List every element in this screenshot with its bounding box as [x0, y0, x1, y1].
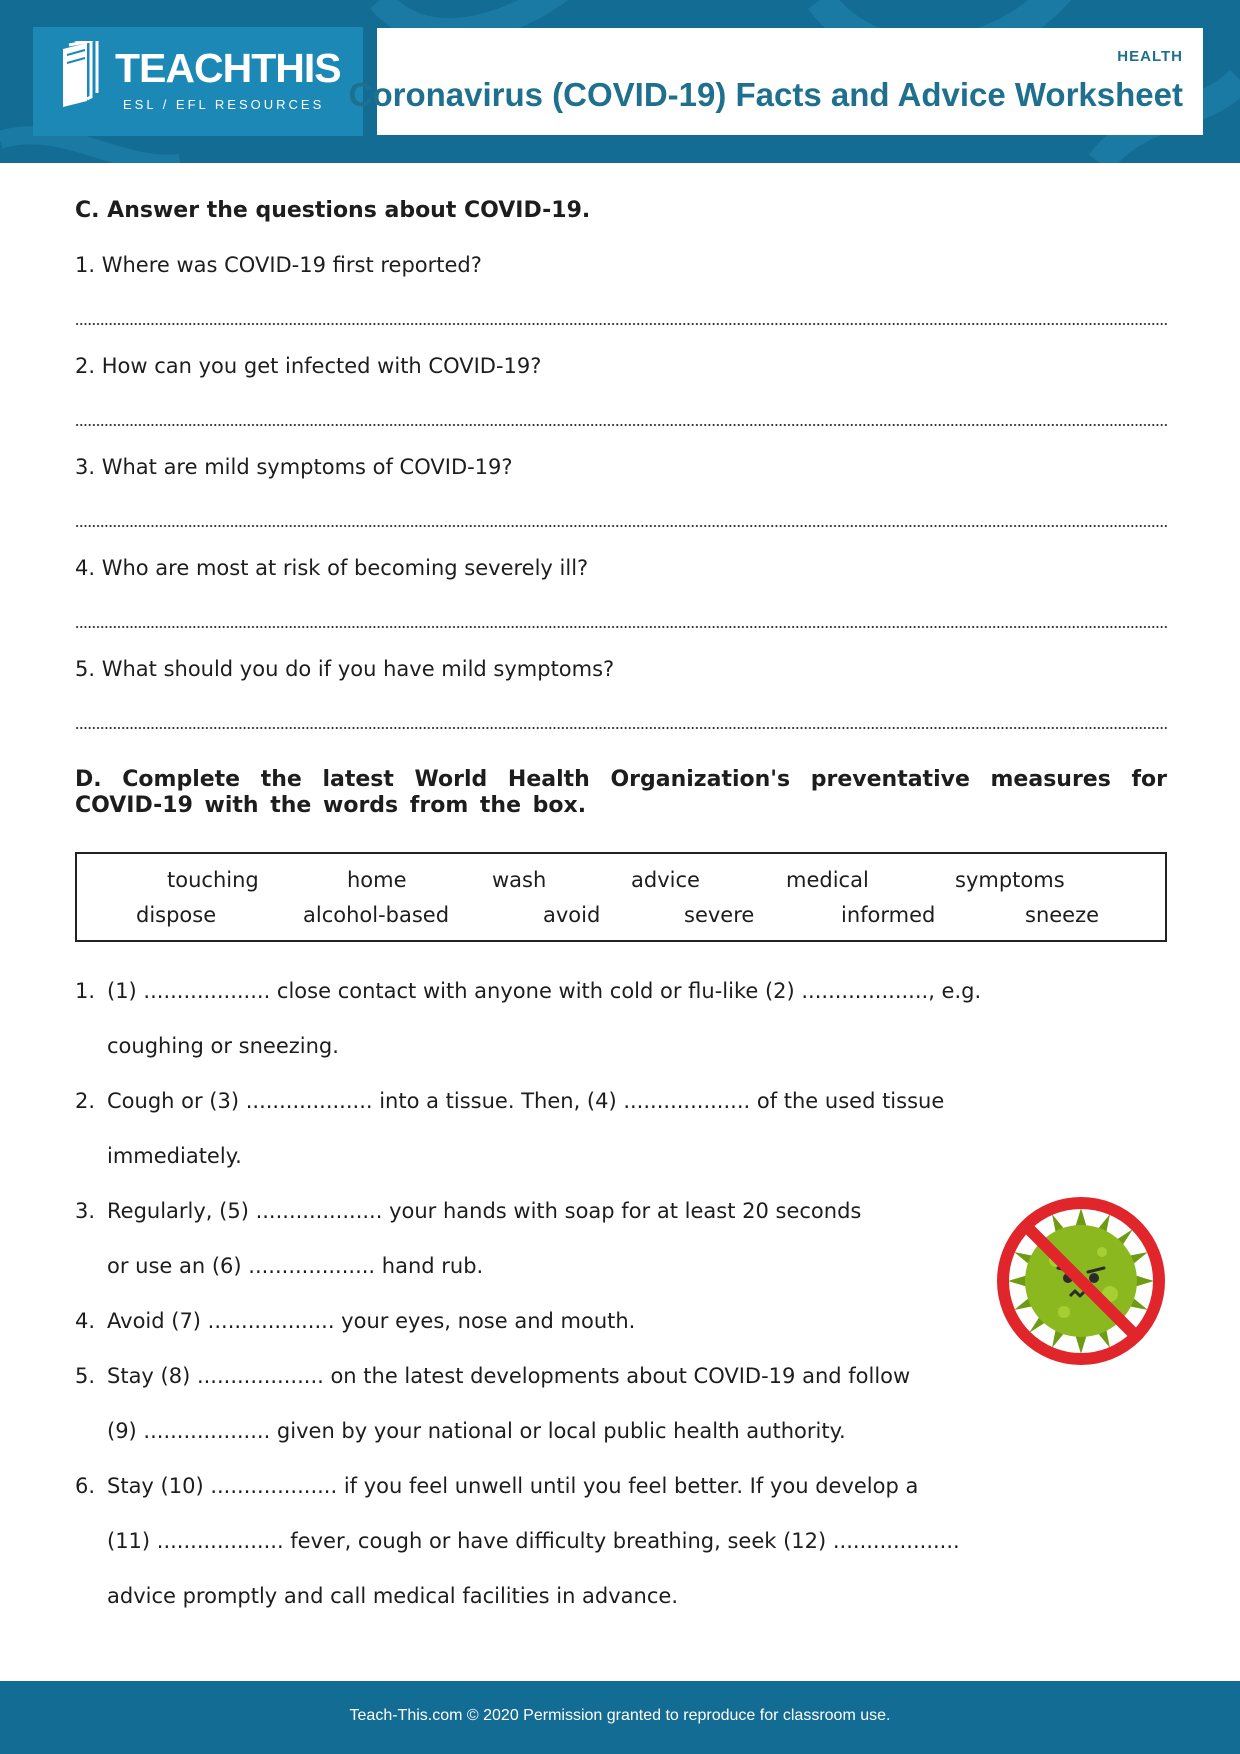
word-box-word: sneeze	[1025, 903, 1100, 927]
word-box-word: advice	[631, 868, 700, 892]
item-number: 1.	[75, 979, 96, 1003]
item-line[interactable]: (1) ................... close contact with anyone with cold or flu-like (2) ..................., e.g.	[107, 979, 982, 1003]
word-box-word: dispose	[136, 903, 217, 927]
word-box-word: informed	[841, 903, 936, 927]
word-box-row-1	[167, 867, 1065, 893]
item-line[interactable]: Cough or (3) ................... into a tissue. Then, (4) ................... of the used tissue	[107, 1089, 945, 1113]
logo-subtitle: ESL / EFL RESOURCES	[123, 97, 325, 112]
item-line[interactable]: (11) ................... fever, cough or have difficulty breathing, seek (12) ...................	[107, 1529, 960, 1553]
word-box-word: medical	[786, 868, 869, 892]
worksheet-category: HEALTH	[1117, 48, 1183, 65]
footer-copyright: Teach-This.com © 2020 Permission granted to reproduce for classroom use.	[349, 1707, 891, 1724]
question-3: 3. What are mild symptoms of COVID-19?	[75, 455, 513, 479]
teachthis-logo[interactable]	[33, 27, 363, 136]
word-box-word: severe	[684, 903, 755, 927]
item-line: coughing or sneezing.	[107, 1034, 339, 1058]
item-line[interactable]: or use an (6) ................... hand rub.	[107, 1254, 484, 1278]
word-box-word: home	[347, 868, 407, 892]
fill-item-6	[75, 1459, 1167, 1624]
word-box-word: symptoms	[955, 868, 1065, 892]
book-icon	[57, 41, 117, 111]
item-line[interactable]: (9) ................... given by your national or local public health authority.	[107, 1419, 846, 1443]
worksheet-content	[75, 198, 1167, 1624]
word-box-word: avoid	[543, 903, 601, 927]
word-box-word: wash	[492, 868, 547, 892]
logo-name: TEACHTHIS	[115, 45, 341, 91]
question-1: 1. Where was COVID-19 first reported?	[75, 253, 482, 277]
question-5: 5. What should you do if you have mild symptoms?	[75, 657, 615, 681]
answer-line-2[interactable]	[75, 424, 1167, 426]
item-number: 5.	[75, 1364, 96, 1388]
answer-line-1[interactable]	[75, 323, 1167, 325]
item-line: immediately.	[107, 1144, 242, 1168]
section-c-heading: C. Answer the questions about COVID-19.	[75, 198, 591, 223]
word-box	[75, 852, 1167, 942]
word-box-row-2	[136, 902, 1099, 928]
item-number: 2.	[75, 1089, 96, 1113]
fill-item-2	[75, 1074, 1167, 1184]
word-box-word: alcohol-based	[303, 903, 450, 927]
fill-item-1	[75, 964, 1167, 1074]
item-line[interactable]: Avoid (7) ................... your eyes, nose and mouth.	[107, 1309, 636, 1333]
answer-line-3[interactable]	[75, 525, 1167, 527]
item-number: 3.	[75, 1199, 96, 1223]
page-header	[0, 0, 1240, 163]
section-c-questions	[75, 252, 1167, 729]
item-line[interactable]: Stay (10) ................... if you feel unwell until you feel better. If you develop a	[107, 1474, 919, 1498]
answer-line-5[interactable]	[75, 727, 1167, 729]
item-line: advice promptly and call medical facilities in advance.	[107, 1584, 678, 1608]
worksheet-title: Coronavirus (COVID-19) Facts and Advice Worksheet	[348, 76, 1183, 113]
section-d-heading: D. Complete the latest World Health Organization's preventative measures for COVID-19 with the words from the box.	[75, 767, 1167, 818]
word-box-word: touching	[167, 868, 259, 892]
question-2: 2. How can you get infected with COVID-19?	[75, 354, 542, 378]
item-line[interactable]: Regularly, (5) ................... your hands with soap for at least 20 seconds	[107, 1199, 862, 1223]
question-4: 4. Who are most at risk of becoming severely ill?	[75, 556, 589, 580]
title-box	[348, 28, 1203, 135]
answer-line-4[interactable]	[75, 626, 1167, 628]
item-number: 4.	[75, 1309, 96, 1333]
page-footer	[0, 1681, 1240, 1754]
no-virus-icon	[994, 1194, 1168, 1368]
item-number: 6.	[75, 1474, 96, 1498]
item-line[interactable]: Stay (8) ................... on the latest developments about COVID-19 and follow	[107, 1364, 911, 1388]
